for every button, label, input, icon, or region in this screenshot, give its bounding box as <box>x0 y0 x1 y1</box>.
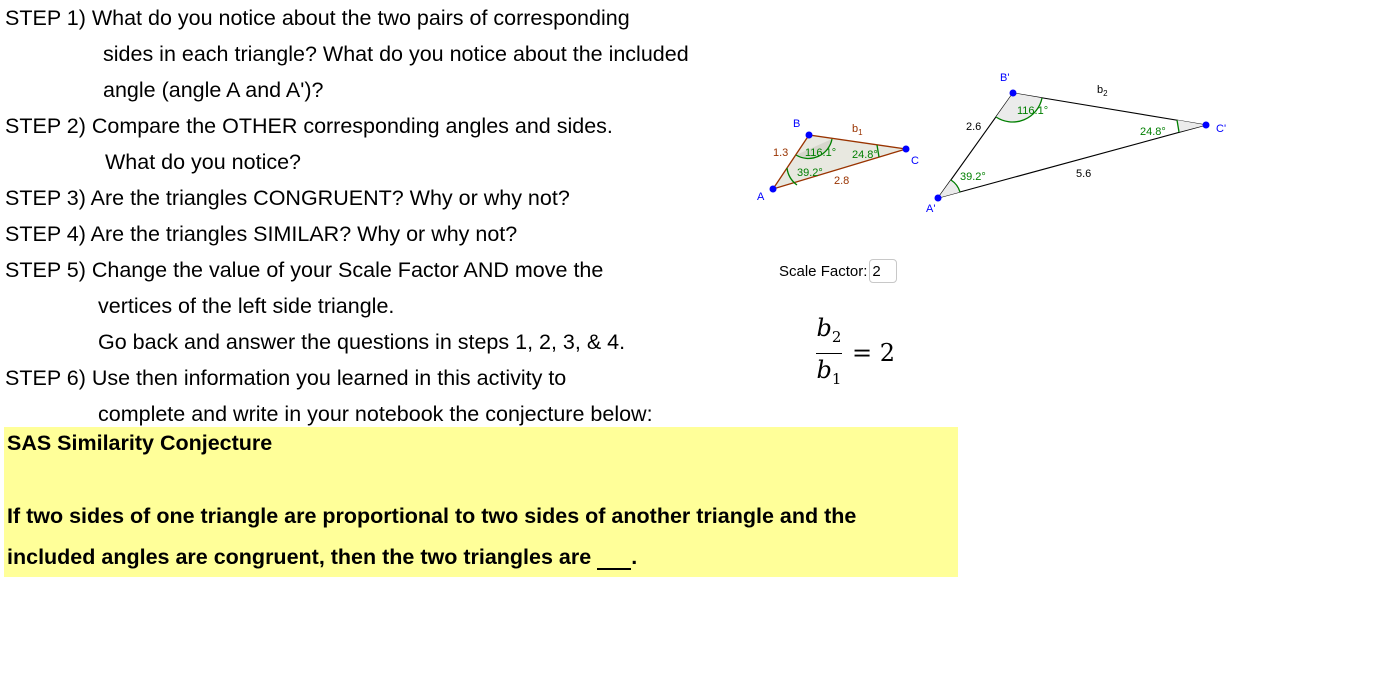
scale-factor-control <box>779 259 897 283</box>
step-2-line-2: What do you notice? <box>105 150 302 174</box>
angle-c-value: 24.8° <box>852 149 878 161</box>
ratio-denominator: $b_1$ <box>816 355 842 388</box>
angle-a-prime-value: 39.2° <box>960 171 986 183</box>
angle-a-value: 39.2° <box>797 167 823 179</box>
step-5-line-1: STEP 5) Change the value of your Scale Factor AND move the <box>5 258 604 282</box>
step-3-line-1: STEP 3) Are the triangles CONGRUENT? Why or why not? <box>5 186 570 210</box>
step-6-line-1: STEP 6) Use then information you learned in this activity to <box>5 366 567 390</box>
angle-b-prime-value: 116.1° <box>1017 105 1049 117</box>
step-5-line-2: vertices of the left side triangle. <box>98 294 395 318</box>
label-b-prime: B' <box>1000 72 1010 84</box>
conjecture-period: . <box>631 545 638 569</box>
angle-b-value: 116.1° <box>805 147 837 159</box>
scale-factor-label: Scale Factor: <box>779 262 868 280</box>
triangle-a-prime <box>926 72 1226 215</box>
ratio-formula <box>816 314 895 393</box>
side-ac-length: 2.8 <box>834 175 850 187</box>
step-2-line-1: STEP 2) Compare the OTHER corresponding angles and sides. <box>5 114 613 138</box>
step-6-line-2: complete and write in your notebook the conjecture below: <box>98 402 653 426</box>
conjecture-title: SAS Similarity Conjecture <box>7 431 273 455</box>
label-a: A <box>757 191 765 203</box>
side-ab-length: 1.3 <box>773 147 789 159</box>
ratio-numerator: $b_2$ <box>816 314 842 346</box>
step-1-line-2: sides in each triangle? What do you notice about the included <box>103 42 689 66</box>
step-5-line-3: Go back and answer the questions in steps 1, 2, 3, & 4. <box>98 330 626 354</box>
vertex-a-prime-point <box>935 195 942 202</box>
step-4-line-1: STEP 4) Are the triangles SIMILAR? Why or why not? <box>5 222 518 246</box>
step-1-line-3: angle (angle A and A')? <box>103 78 324 102</box>
label-c-prime: C' <box>1216 123 1227 135</box>
angle-c-prime-value: 24.8° <box>1140 126 1166 138</box>
vertex-a-point[interactable] <box>770 186 777 193</box>
side-b-c-prime-label: $b_2$ <box>1097 84 1108 98</box>
triangle-abc <box>757 118 919 203</box>
ratio-value: = 2 <box>852 339 896 368</box>
conjecture-line-2-text: included angles are congruent, then the two triangles are <box>7 545 592 569</box>
fraction-bar <box>816 353 842 354</box>
side-a-b-prime-length: 2.6 <box>966 121 982 133</box>
vertex-c-prime-point <box>1203 122 1210 129</box>
conjecture-line-1: If two sides of one triangle are proportional to two sides of another triangle and the <box>7 504 857 528</box>
vertex-c-point[interactable] <box>903 146 910 153</box>
step-1-line-1: STEP 1) What do you notice about the two pairs of corresponding <box>5 6 630 30</box>
vertex-b-prime-point <box>1010 90 1017 97</box>
vertex-b-point[interactable] <box>806 132 813 139</box>
label-c: C <box>911 155 919 167</box>
side-a-c-prime-length: 5.6 <box>1076 168 1092 180</box>
label-b: B <box>793 118 801 130</box>
ratio-fraction <box>816 314 842 393</box>
scale-factor-input[interactable] <box>869 259 897 283</box>
side-bc-label: $b_1$ <box>852 123 863 137</box>
label-a-prime: A' <box>926 203 936 215</box>
